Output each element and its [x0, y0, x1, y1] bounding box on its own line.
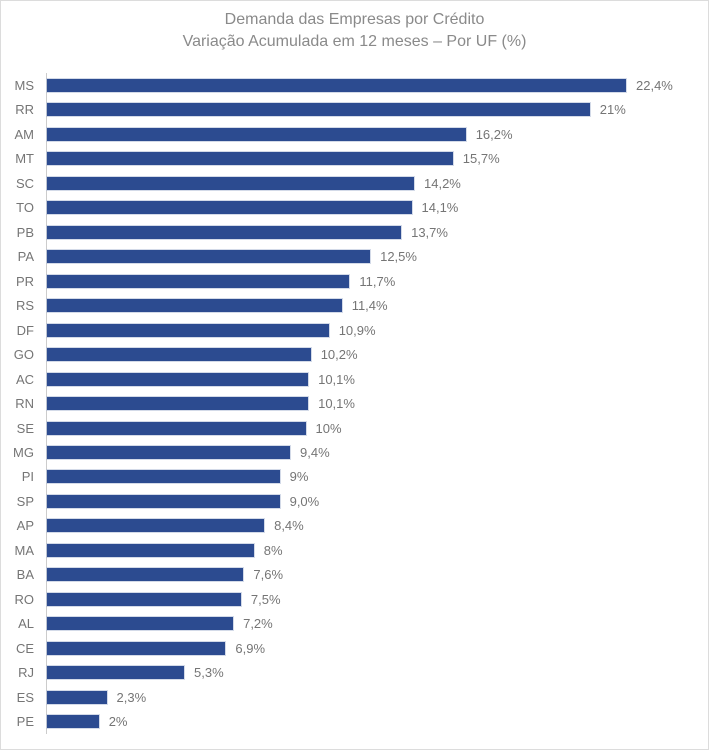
- chart-title-line1: Demanda das Empresas por Crédito: [224, 11, 485, 28]
- bar[interactable]: [47, 103, 590, 116]
- category-label: BA: [16, 567, 34, 583]
- category-label: SC: [15, 175, 34, 191]
- bar[interactable]: [47, 446, 290, 459]
- bar-row: [1, 710, 708, 734]
- category-label: RO: [14, 591, 34, 607]
- category-label: AP: [16, 518, 34, 534]
- chart-title: [1, 9, 708, 53]
- value-label: 8,4%: [274, 518, 304, 534]
- bar-row: [1, 97, 708, 121]
- category-label: ES: [16, 689, 34, 705]
- bar-row: [1, 367, 708, 391]
- value-label: 5,3%: [194, 665, 224, 681]
- value-label: 10,2%: [320, 347, 358, 363]
- value-label: 10,1%: [318, 371, 355, 387]
- value-label: 9%: [289, 469, 309, 485]
- category-label: SE: [16, 420, 34, 436]
- bar[interactable]: [47, 275, 349, 288]
- value-label: 14,1%: [421, 200, 459, 216]
- value-label: 7,2%: [243, 616, 273, 632]
- value-label: 7,5%: [250, 591, 281, 607]
- category-label: AM: [14, 126, 34, 142]
- bar-row: [1, 122, 708, 146]
- category-label: PB: [16, 224, 34, 240]
- bar[interactable]: [47, 642, 225, 655]
- category-label: RR: [15, 102, 34, 118]
- value-label: 10,1%: [318, 396, 355, 412]
- category-label: PR: [15, 273, 34, 289]
- value-label: 13,7%: [411, 224, 448, 240]
- bar[interactable]: [47, 177, 414, 190]
- category-label: AC: [15, 371, 34, 387]
- value-label: 11,4%: [351, 298, 388, 314]
- value-label: 12,5%: [380, 249, 417, 265]
- bar[interactable]: [47, 593, 241, 606]
- category-label: TO: [16, 200, 34, 216]
- chart-title-line2: Variação Acumulada em 12 meses – Por UF (%): [182, 33, 527, 50]
- category-label: RN: [15, 396, 34, 412]
- bar[interactable]: [47, 201, 412, 214]
- bar-rows: [1, 73, 708, 734]
- value-label: 6,9%: [235, 640, 266, 656]
- bar[interactable]: [47, 128, 466, 141]
- category-label: SP: [16, 493, 34, 509]
- bar-row: [1, 514, 708, 538]
- bar-row: [1, 220, 708, 244]
- value-label: 16,2%: [475, 126, 513, 142]
- category-label: MG: [13, 445, 34, 460]
- bar-row: [1, 342, 708, 366]
- bar-row: [1, 244, 708, 268]
- bar-row: [1, 440, 708, 464]
- category-label: PI: [21, 469, 34, 485]
- bar[interactable]: [47, 324, 329, 337]
- value-label: 2,3%: [116, 689, 147, 705]
- bar-row: [1, 612, 708, 636]
- bar-row: [1, 587, 708, 611]
- category-label: PA: [17, 249, 34, 265]
- category-label: MT: [15, 151, 34, 167]
- value-label: 10%: [315, 420, 342, 436]
- bar[interactable]: [47, 666, 184, 679]
- category-label: MS: [14, 77, 34, 93]
- category-label: PE: [16, 714, 34, 730]
- bar[interactable]: [47, 152, 453, 165]
- bar[interactable]: [47, 422, 306, 435]
- value-label: 9,0%: [289, 493, 320, 509]
- bar-row: [1, 171, 708, 195]
- value-label: 2%: [108, 714, 128, 730]
- category-label: GO: [13, 347, 34, 363]
- category-label: CE: [15, 640, 34, 656]
- value-label: 11,7%: [359, 273, 396, 289]
- value-label: 7,6%: [253, 567, 284, 583]
- value-label: 10,9%: [338, 322, 376, 338]
- value-label: 9,4%: [300, 445, 330, 460]
- value-label: 8%: [263, 542, 283, 558]
- bar[interactable]: [47, 544, 254, 557]
- bar-row: [1, 685, 708, 709]
- value-label: 15,7%: [462, 151, 500, 167]
- bar[interactable]: [47, 348, 311, 361]
- bar[interactable]: [47, 250, 370, 263]
- bar-row: [1, 489, 708, 513]
- bar[interactable]: [47, 299, 342, 312]
- bar-row: [1, 73, 708, 97]
- bar-row: [1, 538, 708, 562]
- bar[interactable]: [47, 715, 99, 728]
- bar[interactable]: [47, 397, 308, 410]
- category-label: AL: [18, 616, 34, 632]
- value-label: 21%: [599, 102, 626, 118]
- bar-row: [1, 195, 708, 219]
- value-label: 22,4%: [636, 77, 673, 93]
- bar-row: [1, 318, 708, 342]
- category-label: DF: [16, 322, 34, 338]
- bar[interactable]: [47, 568, 243, 581]
- bar[interactable]: [47, 226, 401, 239]
- bar-row: [1, 269, 708, 293]
- bar-row: [1, 563, 708, 587]
- bar[interactable]: [47, 79, 626, 92]
- bar[interactable]: [47, 519, 264, 532]
- plot-area: [1, 73, 708, 734]
- bar[interactable]: [47, 373, 308, 386]
- category-label: MA: [14, 542, 34, 558]
- bar-row: [1, 661, 708, 685]
- bar-row: [1, 391, 708, 415]
- category-label: RS: [15, 298, 34, 314]
- bar-row: [1, 293, 708, 317]
- bar-row: [1, 636, 708, 660]
- bar[interactable]: [47, 617, 233, 630]
- bar[interactable]: [47, 691, 107, 704]
- bar-row: [1, 416, 708, 440]
- bar[interactable]: [47, 495, 280, 508]
- bar[interactable]: [47, 470, 280, 483]
- value-label: 14,2%: [424, 175, 461, 191]
- bar-row: [1, 465, 708, 489]
- bar-row: [1, 146, 708, 170]
- category-label: RJ: [18, 665, 34, 681]
